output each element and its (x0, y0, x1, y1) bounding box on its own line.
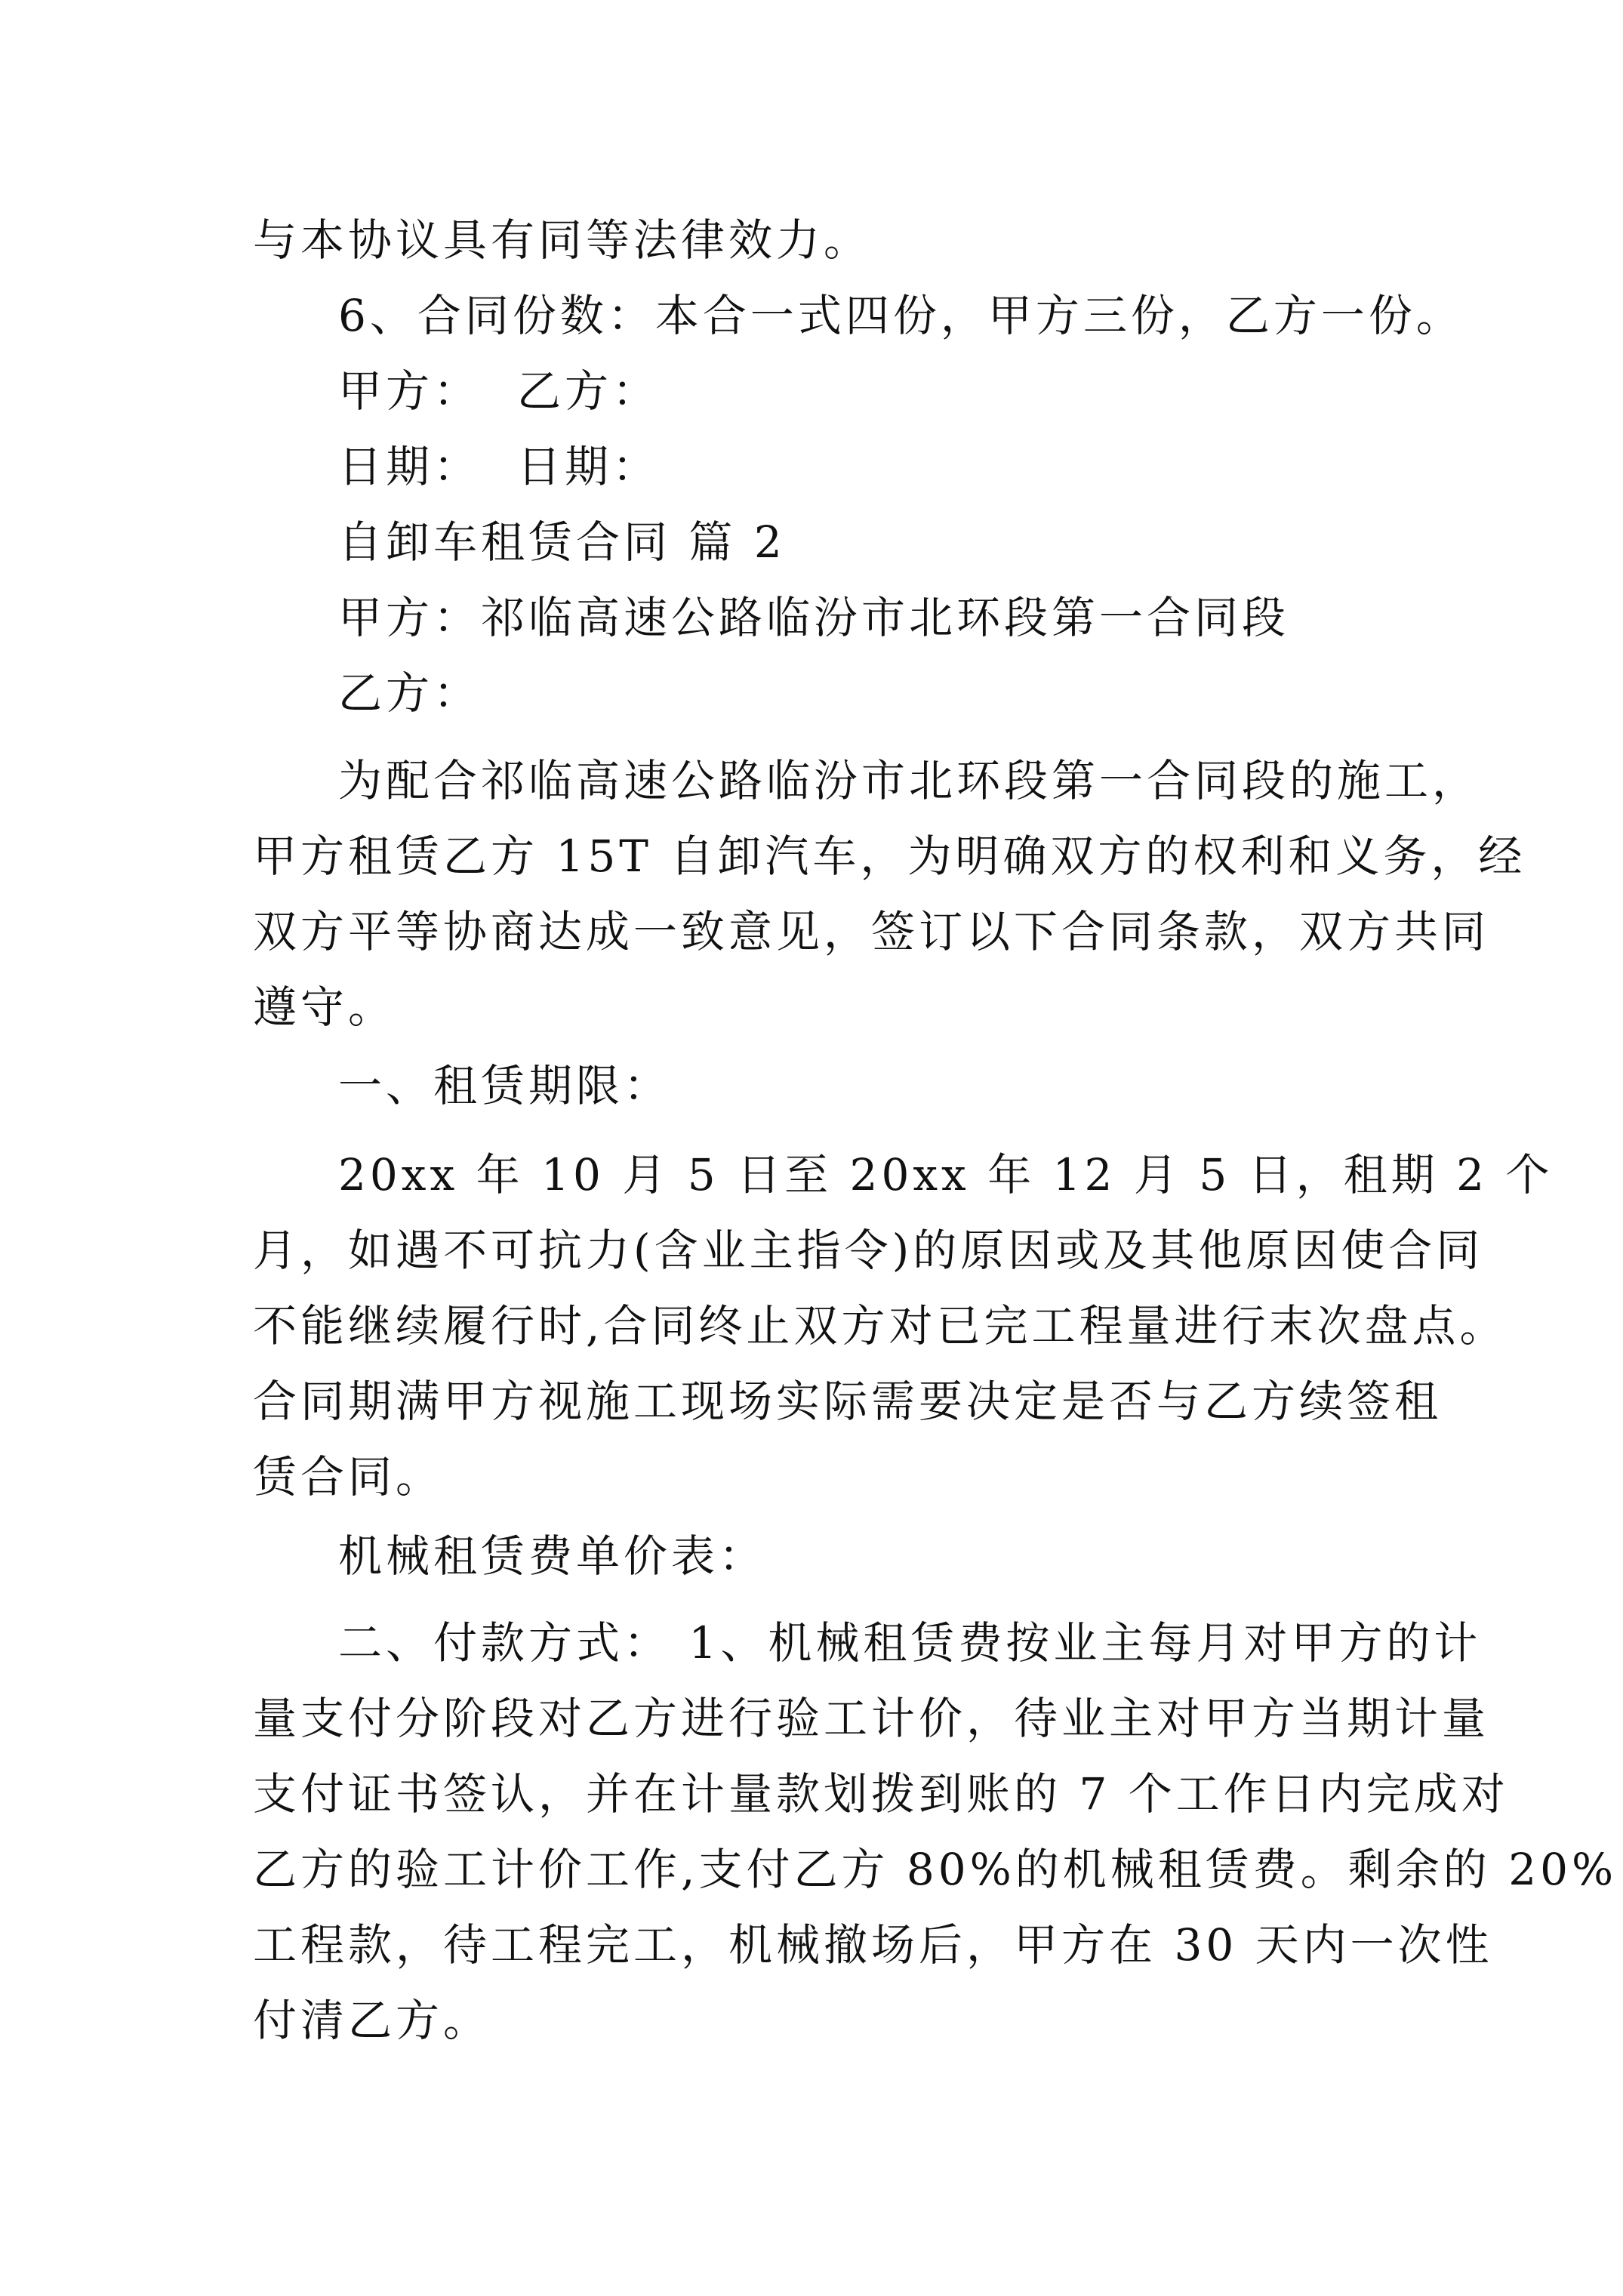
date-row (338, 439, 1478, 500)
text-line: 与本协议具有同等法律效力。 (253, 214, 872, 266)
paragraph-line: 双方平等协商达成一致意见，签订以下合同条款，双方共同 (253, 906, 1490, 957)
party-b-label: 乙方： (517, 365, 661, 417)
paragraph-line: 乙方的验工计价工作,支付乙方 80%的机械租赁费。剩余的 20% (253, 1844, 1618, 1895)
signature-row (338, 364, 1478, 424)
date-label-b: 日期： (517, 441, 661, 492)
paragraph-line: 二、付款方式： 1、机械租赁费按业主每月对甲方的计 (338, 1617, 1482, 1669)
paragraph-line: 遵守。 (253, 982, 396, 1033)
party-a-label: 甲方： (338, 365, 482, 417)
paragraph-line: 不能继续履行时,合同终止双方对已完工程量进行末次盘点。 (253, 1300, 1508, 1351)
party-b-line: 乙方： (338, 667, 482, 719)
paragraph-line: 月，如遇不可抗力(含业主指令)的原因或及其他原因使合同 (253, 1225, 1484, 1276)
paragraph-line: 甲方租赁乙方 15T 自卸汽车，为明确双方的权利和义务，经 (253, 831, 1526, 882)
paragraph-line: 支付证书签认，并在计量款划拨到账的 7 个工作日内完成对 (253, 1768, 1509, 1820)
paragraph-line: 合同期满甲方视施工现场实际需要决定是否与乙方续签租 (253, 1376, 1443, 1427)
date-label-a: 日期： (338, 441, 482, 492)
paragraph-line: 量支付分阶段对乙方进行验工计价，待业主对甲方当期计量 (253, 1693, 1490, 1744)
party-a-line: 甲方：祁临高速公路临汾市北环段第一合同段 (338, 592, 1290, 643)
rate-table-heading: 机械租赁费单价表： (338, 1530, 767, 1582)
section-title: 自卸车租赁合同 篇 2 (338, 516, 786, 568)
paragraph-line: 工程款，待工程完工，机械撤场后，甲方在 30 天内一次性 (253, 1919, 1493, 1971)
paragraph-line: 20xx 年 10 月 5 日至 20xx 年 12 月 5 日，租期 2 个 (338, 1149, 1554, 1200)
contract-copies-clause: 6、合同份数：本合一式四份，甲方三份，乙方一份。 (338, 290, 1464, 341)
paragraph-line: 付清乙方。 (253, 1995, 491, 2046)
heading-lease-term: 一、租赁期限： (338, 1060, 672, 1111)
paragraph-line: 为配合祁临高速公路临汾市北环段第一合同段的施工， (338, 755, 1480, 806)
paragraph-line: 赁合同。 (253, 1451, 444, 1502)
